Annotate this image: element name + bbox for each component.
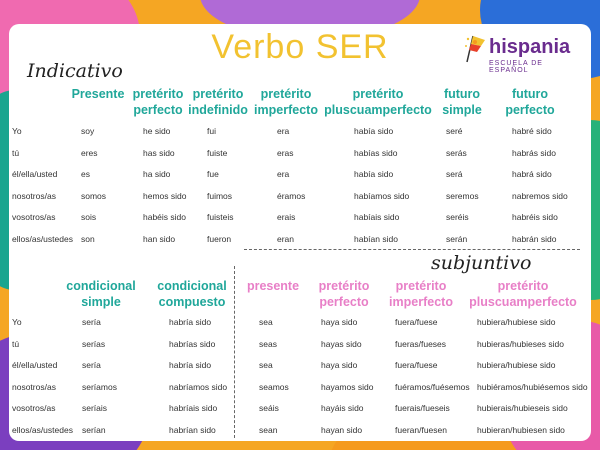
conjugation-cell: hubieran/hubiesen sido [477,424,565,435]
ind-header-pret-imperfecto: pretérito imperfecto [254,87,318,117]
subj-header-pret-pluscuamperfecto: pretérito pluscuamperfecto [469,279,577,309]
conjugation-cell: fueran/fuesen [395,424,447,435]
pronoun-label: nosotros/as [12,381,56,392]
conjugation-cell: es [81,169,90,179]
conjugation-cell: seréis [446,212,469,222]
conjugation-cell: hubiera/hubiese sido [477,360,556,370]
pronoun-label: él/ella/usted [12,360,58,370]
ind-header-futuro-perfecto: futuro perfecto [505,87,555,117]
conjugation-cell: has sido [143,147,175,158]
conjugation-cell: fuiste [207,147,228,158]
conjugation-cell: nabríamos sido [169,381,228,392]
indicativo-label: Indicativo [27,60,123,82]
conjugation-cell: eres [81,147,98,158]
conjugation-cell: seas [259,338,277,349]
ind-header-pret-indefinido: pretérito indefinido [188,87,248,117]
conjugation-cell: son [81,233,95,244]
conjugation-cell: habrías sido [169,338,216,349]
conjugation-cell: nabremos sido [512,190,568,201]
conjugation-cell: fuera/fuese [395,317,438,327]
conjugation-cell: serás [446,147,467,158]
conjugation-cell: han sido [143,233,176,244]
conjugation-cell: habían sido [354,233,398,244]
conjugation-cell: hemos sido [143,190,187,201]
page-title: Verbo SER [211,28,389,66]
conjugation-cell: hubiéramos/hubiésemos sido [477,381,588,392]
conjugation-cell: habíais sido [354,212,400,222]
conjugation-cell: soy [81,126,95,136]
conjugation-cell: fuerais/fueseis [395,403,450,413]
conjugation-cell: serías [82,338,106,349]
ind-header-pret-perfecto: pretérito perfecto [132,87,184,117]
ind-header-pret-pluscuamperfecto: pretérito pluscuamperfecto [324,87,432,117]
conjugation-cell: fuera/fuese [395,360,438,370]
hispania-logo [463,30,581,72]
subj-header-pret-perfecto: pretérito perfecto [318,279,370,309]
pronoun-label: él/ella/usted [12,169,58,179]
flag-icon [463,32,487,66]
pronoun-label: Yo [12,317,22,327]
subjuntivo-label: subjuntivo [431,252,532,274]
conjugation-cell: seré [446,126,463,136]
pronoun-label: vosotros/as [12,403,56,413]
conjugation-cell: había sido [354,126,394,136]
conjugation-cell: serán [446,233,468,244]
conjugation-cell: hayan sido [321,424,363,435]
conjugation-cell: fueras/fueses [395,338,447,349]
conjugation-cell: hayas sido [321,338,362,349]
conjugation-cell: habíamos sido [354,190,410,201]
conjugation-cell: somos [81,190,107,201]
conjugation-cell: ha sido [143,169,171,179]
conjugation-cell: serían [82,424,106,435]
conjugation-cell: habré sido [512,126,552,136]
conjugation-cell: habrán sido [512,233,557,244]
conjugation-cell: había sido [354,169,394,179]
conjugation-card [9,24,591,441]
conjugation-cell: habréis sido [512,212,558,222]
conjugation-cell: eras [277,147,294,158]
conjugation-cell: fui [207,126,216,136]
cond-header-compuesto: condicional compuesto [157,279,227,309]
pronoun-label: tú [12,147,20,158]
conjugation-cell: sean [259,424,278,435]
divider-horizontal [244,249,580,250]
subj-header-pret-imperfecto: pretérito imperfecto [389,279,453,309]
conjugation-cell: hubiera/hubiese sido [477,317,556,327]
conjugation-cell: habría sido [169,360,212,370]
pronoun-label: vosotros/as [12,212,56,222]
conjugation-cell: seamos [259,381,289,392]
conjugation-cell: haya sido [321,317,358,327]
conjugation-cell: seremos [446,190,479,201]
conjugation-cell: fue [207,169,219,179]
ind-header-presente: Presente [71,87,125,101]
conjugation-cell: hubierais/hubieseis sido [477,403,568,413]
conjugation-cell: hayáis sido [321,403,364,413]
conjugation-cell: he sido [143,126,171,136]
ind-header-futuro-simple: futuro simple [442,87,482,117]
pronoun-label: ellos/as/ustedes [12,424,73,435]
conjugation-cell: será [446,169,463,179]
conjugation-cell: era [277,169,290,179]
cond-header-simple: condicional simple [66,279,136,309]
conjugation-cell: habrían sido [169,424,216,435]
conjugation-cell: sea [259,360,273,370]
conjugation-cell: habría sido [169,317,212,327]
conjugation-cell: fueron [207,233,232,244]
conjugation-cell: seríamos [82,381,117,392]
logo-name: hispania [489,36,571,58]
conjugation-cell: hubieras/hubieses sido [477,338,564,349]
conjugation-cell: habríais sido [169,403,218,413]
conjugation-cell: seáis [259,403,279,413]
conjugation-cell: fuisteis [207,212,234,222]
conjugation-cell: sería [82,317,101,327]
conjugation-cell: habrá sido [512,169,552,179]
pronoun-label: ellos/as/ustedes [12,233,73,244]
conjugation-cell: sois [81,212,97,222]
conjugation-cell: habías sido [354,147,398,158]
conjugation-cell: sea [259,317,273,327]
logo-subtitle: ESCUELA DE ESPAÑOL [489,60,543,74]
conjugation-cell: sería [82,360,101,370]
divider-vertical [234,266,235,438]
conjugation-cell: era [277,126,290,136]
conjugation-cell: éramos [277,190,306,201]
pronoun-label: tú [12,338,20,349]
conjugation-cell: hayamos sido [321,381,374,392]
pronoun-label: nosotros/as [12,190,56,201]
conjugation-cell: habéis sido [143,212,187,222]
conjugation-cell: seríais [82,403,108,413]
conjugation-cell: fuéramos/fuésemos [395,381,470,392]
subj-header-presente: presente [246,279,300,293]
conjugation-cell: fuimos [207,190,233,201]
conjugation-cell: erais [277,212,296,222]
pronoun-label: Yo [12,126,22,136]
conjugation-cell: haya sido [321,360,358,370]
conjugation-cell: eran [277,233,295,244]
conjugation-cell: habrás sido [512,147,556,158]
